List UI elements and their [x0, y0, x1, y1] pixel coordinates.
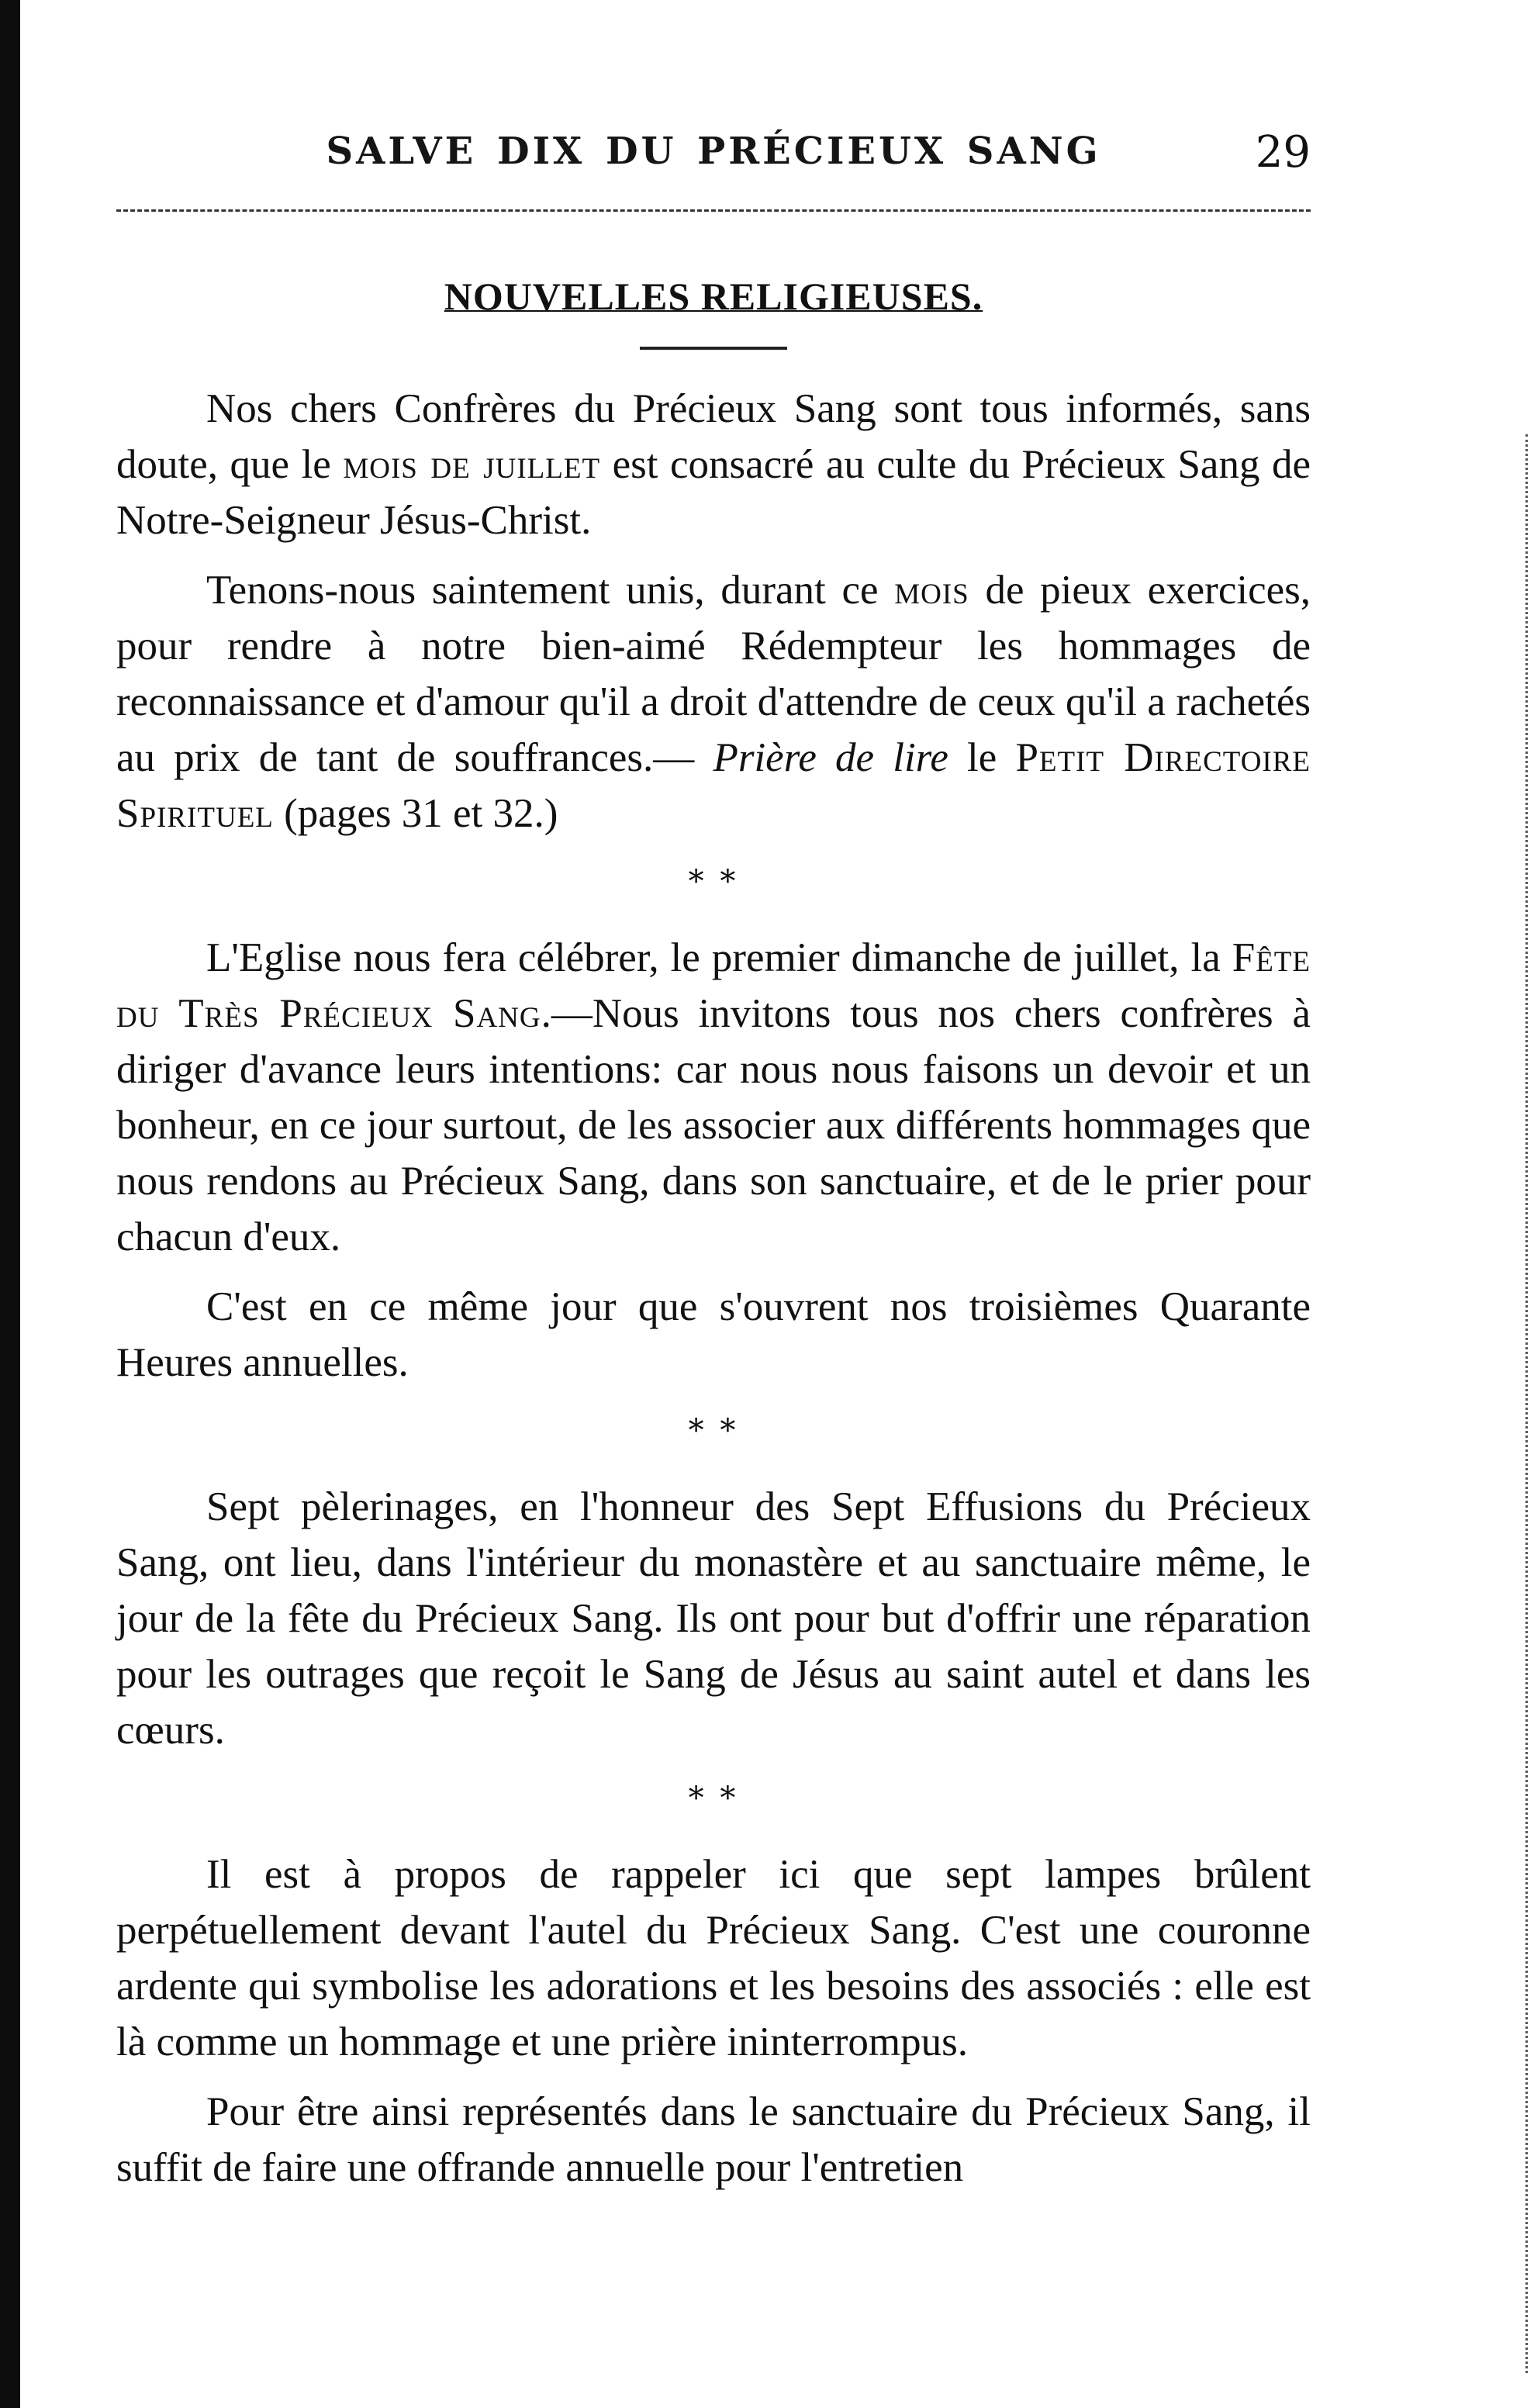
- running-title: SALVE DIX DU PRÉCIEUX SANG: [326, 130, 1101, 173]
- paragraph-3: L'Eglise nous fera célébrer, le premier dimanche de juillet, la Fête du Très Précieux Sang.—Nous invitons tous nos chers confrères à diriger d'avance leurs intentions: car nous nous faisons un devoir et un bonheur, en ce jour surtout, de les associer aux différents hommages que nous rendons au Précieux Sang, dans son sanctuaire, et de le prier pour chacun d'eux.: [116, 935, 1311, 1259]
- paragraph-1: Nos chers Confrères du Précieux Sang sont tous informés, sans doute, que le mois de juillet est consacré au culte du Précieux Sang de Notre-Seigneur Jésus-Christ.: [116, 386, 1311, 543]
- paragraph-6: Il est à propos de rappeler ici que sept lampes brûlent perpétuellement devant l'autel du Précieux Sang. C'est une couronne ardente qui symbolise les adorations et les besoins des associés : elle est là comme un hommage et une prière ininterrompus.: [116, 1852, 1311, 2064]
- paragraph-5: Sept pèlerinages, en l'honneur des Sept Effusions du Précieux Sang, ont lieu, dans l'intérieur du monastère et au sanctuaire même, le jour de la fête du Précieux Sang. Ils ont pour but d'offrir une réparation pour les outrages que reçoit le Sang de Jésus au saint autel et dans les cœurs.: [116, 1484, 1311, 1753]
- page-content: [116, 116, 1311, 2209]
- section-title: NOUVELLES RELIGIEUSES.: [444, 275, 983, 318]
- paragraph-7: Pour être ainsi représentés dans le sanctuaire du Précieux Sang, il suffit de faire une offrande annuelle pour l'entretien: [116, 2089, 1311, 2190]
- article-body: [116, 381, 1311, 2196]
- running-header: [116, 116, 1311, 186]
- italic-note: Prière de lire: [713, 735, 948, 780]
- header-rule: [116, 209, 1311, 212]
- title-rule: [640, 347, 787, 350]
- directoire-title: Petit Directoire Spirituel: [116, 735, 1311, 836]
- paragraph-4: C'est en ce même jour que s'ouvrent nos troisièmes Quarante Heures annuelles.: [116, 1284, 1311, 1385]
- margin-specks: [1521, 434, 1528, 2373]
- asterism-separator-2: * *: [688, 1413, 739, 1449]
- feast-name: Fête du Très Précieux Sang: [116, 935, 1311, 1036]
- asterism-separator-3: * *: [688, 1781, 739, 1816]
- paragraph-2: Tenons-nous saintement unis, durant ce mois de pieux exercices, pour rendre à notre bien-aimé Rédempteur les hommages de reconnaissance et d'amour qu'il a droit d'attendre de ceux qu'il a rachetés au prix de tant de souffrances.— Prière de lire le Petit Directoire Spirituel (pages 31 et 32.): [116, 568, 1311, 836]
- asterism-separator-1: * *: [688, 864, 739, 900]
- page-edge-shadow: [0, 0, 20, 2408]
- page-number: 29: [1255, 127, 1311, 178]
- emphasis-month: mois de juillet: [343, 442, 601, 487]
